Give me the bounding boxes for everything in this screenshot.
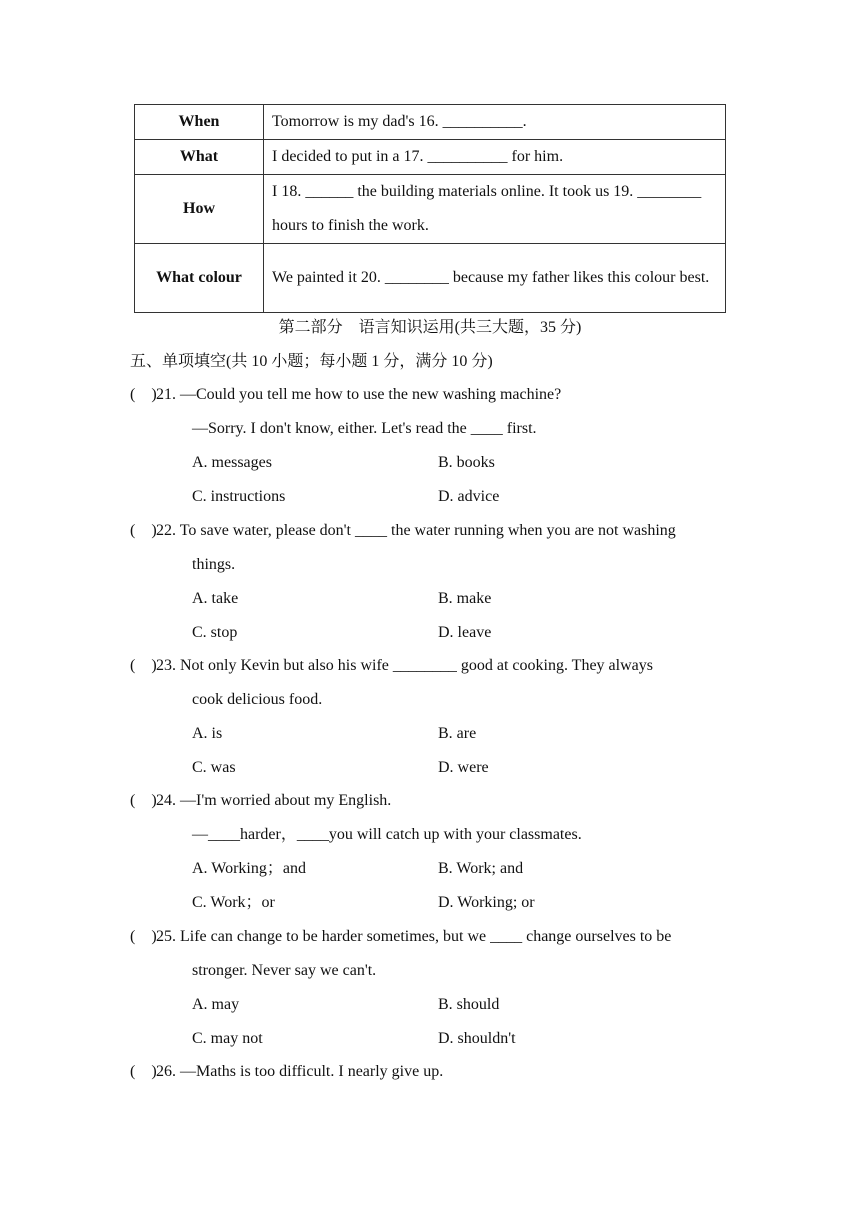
option-d: D. Working; or (438, 894, 535, 911)
answer-blank[interactable]: ( ) (130, 386, 157, 403)
question-text: 24. —I'm worried about my English. (156, 792, 392, 809)
table-key: What (135, 140, 264, 175)
answer-blank[interactable]: ( ) (130, 792, 157, 809)
table-row (135, 140, 726, 175)
option-a: A. is (192, 725, 223, 742)
option-b: B. books (438, 454, 495, 471)
question-stem (130, 378, 732, 412)
option-a: A. Working；and (192, 860, 306, 877)
question-text: 21. —Could you tell me how to use the new washing machine? (156, 386, 562, 403)
options (130, 582, 732, 650)
option-d: D. leave (438, 624, 492, 641)
table-row (135, 105, 726, 140)
section-title: 五、单项填空(共 10 小题；每小题 1 分，满分 10 分) (130, 353, 493, 370)
option-b: B. should (438, 996, 500, 1013)
table-value: I decided to put in a 17. __________ for him. (264, 140, 726, 175)
answer-blank[interactable]: ( ) (130, 928, 157, 945)
option-c: C. may not (192, 1030, 263, 1047)
option-c: C. instructions (192, 488, 286, 505)
option-d: D. were (438, 759, 489, 776)
table-row (135, 175, 726, 244)
question-text-line2: —Sorry. I don't know, either. Let's read the ____ first. (192, 420, 537, 437)
question-26 (130, 1055, 732, 1089)
table-value: We painted it 20. ________ because my father likes this colour best. (264, 244, 726, 313)
question-text-line2: —____harder，____you will catch up with your classmates. (192, 826, 582, 843)
table-value: Tomorrow is my dad's 16. __________. (264, 105, 726, 140)
option-c: C. stop (192, 624, 238, 641)
option-d: D. shouldn't (438, 1030, 516, 1047)
answer-blank[interactable]: ( ) (130, 657, 157, 674)
answer-blank[interactable]: ( ) (130, 1063, 157, 1080)
option-c: C. Work；or (192, 894, 275, 911)
table-value: I 18. ______ the building materials online. It took us 19. ________ hours to finish the work. (264, 175, 726, 244)
table-key: When (135, 105, 264, 140)
answer-blank[interactable]: ( ) (130, 522, 157, 539)
question-text: 26. —Maths is too difficult. I nearly give up. (156, 1063, 444, 1080)
question-text-line2: cook delicious food. (192, 691, 323, 708)
question-stem (130, 649, 732, 683)
question-text: 25. Life can change to be harder sometimes, but we ____ change ourselves to be (156, 928, 672, 945)
info-table (134, 104, 726, 313)
question-stem (130, 514, 732, 548)
option-d: D. advice (438, 488, 500, 505)
question-24 (130, 784, 732, 920)
question-23 (130, 649, 732, 785)
option-b: B. make (438, 590, 492, 607)
options (130, 852, 732, 920)
question-25 (130, 920, 732, 1056)
options (130, 717, 732, 785)
question-stem (130, 920, 732, 954)
option-a: A. take (192, 590, 239, 607)
table-key: What colour (135, 244, 264, 313)
options (130, 988, 732, 1056)
table-row (135, 244, 726, 313)
options (130, 446, 732, 514)
option-a: A. messages (192, 454, 272, 471)
option-b: B. are (438, 725, 477, 742)
option-b: B. Work; and (438, 860, 524, 877)
question-stem (130, 1055, 732, 1089)
question-22 (130, 514, 732, 650)
option-a: A. may (192, 996, 240, 1013)
question-text: 22. To save water, please don't ____ the water running when you are not washing (156, 522, 676, 539)
question-21 (130, 378, 732, 514)
question-text: 23. Not only Kevin but also his wife ________ good at cooking. They always (156, 657, 653, 674)
table-key: How (135, 175, 264, 244)
part-title: 第二部分 语言知识运用(共三大题，35 分) (278, 319, 582, 336)
question-text-line2: things. (192, 556, 236, 573)
option-c: C. was (192, 759, 236, 776)
question-stem (130, 784, 732, 818)
question-text-line2: stronger. Never say we can't. (192, 962, 377, 979)
